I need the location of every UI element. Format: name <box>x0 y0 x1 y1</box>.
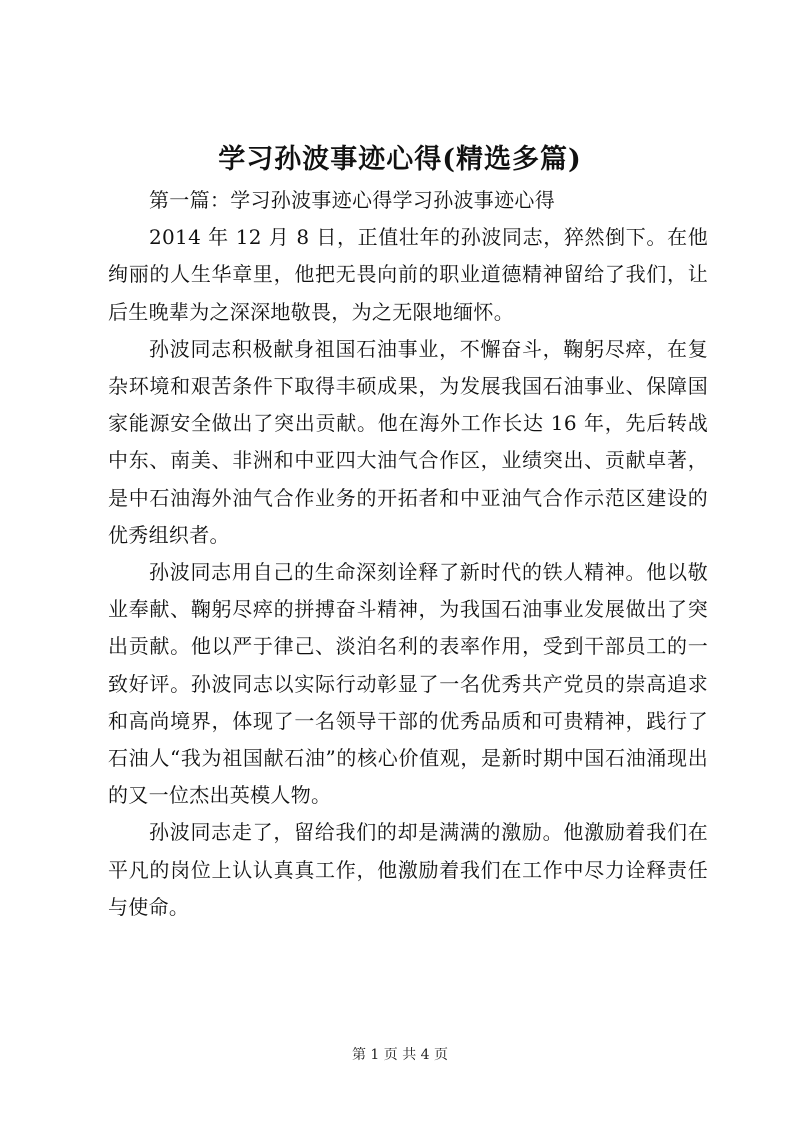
paragraph-3: 孙波同志用自己的生命深刻诠释了新时代的铁人精神。他以敬业奉献、鞠躬尽瘁的拼搏奋斗精神，为我国石油事业发展做出了突出贡献。他以严于律己、淡泊名利的表率作用，受到干部员工的一致好评。孙波同志以实际行动彰显了一名优秀共产党员的崇高追求和高尚境界，体现了一名领导干部的优秀品质和可贵精神，践行了石油人“我为祖国献石油”的核心价值观，是新时期中国石油涌现出的又一位杰出英模人物。 <box>108 560 708 808</box>
section-subtitle: 第一篇：学习孙波事迹心得学习孙波事迹心得 <box>149 188 555 212</box>
paragraph-4: 孙波同志走了，留给我们的却是满满的激励。他激励着我们在平凡的岗位上认认真真工作，他激励着我们在工作中尽力诠释责任与使命。 <box>108 820 708 919</box>
document-body <box>108 182 708 926</box>
paragraph-1: 2014 年 12 月 8 日，正值壮年的孙波同志，猝然倒下。在他绚丽的人生华章里，他把无畏向前的职业道德精神留给了我们，让后生晚辈为之深深地敬畏，为之无限地缅怀。 <box>108 225 708 324</box>
document-title: 学习孙波事迹心得(精选多篇) <box>218 144 582 175</box>
paragraph-2: 孙波同志积极献身祖国石油事业，不懈奋斗，鞠躬尽瘁，在复杂环境和艰苦条件下取得丰硕成果，为发展我国石油事业、保障国家能源安全做出了突出贡献。他在海外工作长达 16 年，先后转战中东、南美、非洲和中亚四大油气合作区，业绩突出、贡献卓著，是中石油海外油气合作业务的开拓者和中亚油气合作示范区建设的优秀组织者。 <box>108 336 708 547</box>
page-number-footer: 第 1 页 共 4 页 <box>351 1047 449 1063</box>
